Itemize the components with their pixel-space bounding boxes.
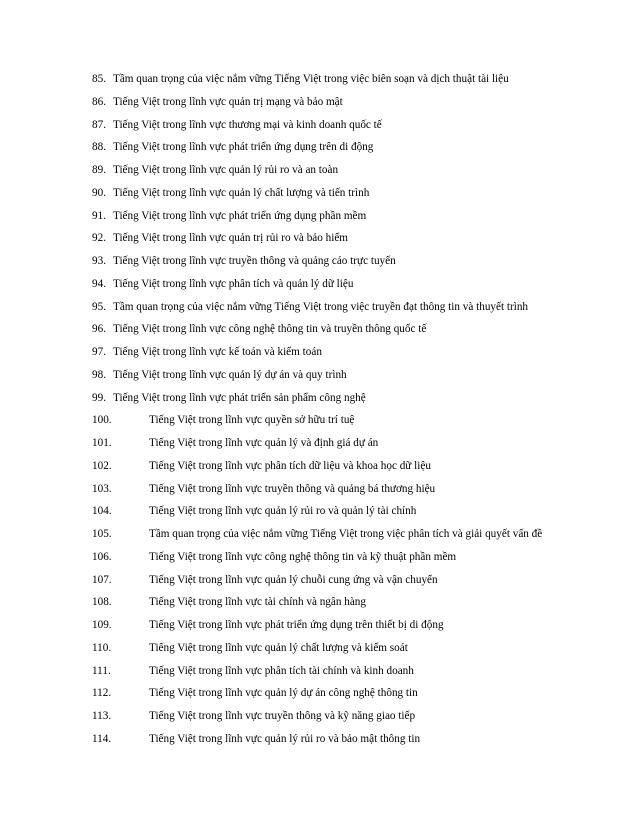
list-item [0,231,638,254]
item-text: Tiếng Việt trong lĩnh vực quản lý và định giá dự án [149,437,379,449]
item-number: 87. [92,118,106,131]
list-item [0,550,638,573]
item-text: Tiếng Việt trong lĩnh vực quản trị mạng và bảo mật [113,95,343,108]
item-text: Tiếng Việt trong lĩnh vực quản trị rủi ro và bảo hiểm [113,232,349,245]
item-text: Tiếng Việt trong lĩnh vực truyền thông và quảng bá thương hiệu [149,482,436,495]
item-text: Tiếng Việt trong lĩnh vực quản lý chất lượng và tiến trình [113,186,370,199]
item-number: 86. [92,95,106,108]
list-item [0,277,638,300]
item-text: Tiếng Việt trong lĩnh vực truyền thông và kỹ năng giao tiếp [149,710,416,722]
item-text: Tiếng Việt trong lĩnh vực tài chính và ngân hàng [149,596,366,609]
item-text: Tiếng Việt trong lĩnh vực quyền sở hữu trí tuệ [149,414,355,427]
list-item [0,368,638,391]
item-text: Tiếng Việt trong lĩnh vực truyền thông và quảng cáo trực tuyến [113,255,396,267]
item-text: Tiếng Việt trong lĩnh vực phát triển sản phẩm công nghệ [113,391,366,404]
item-number: 89. [92,164,106,176]
item-text: Tiếng Việt trong lĩnh vực phát triển ứng dụng trên thiết bị di động [149,619,444,631]
list-item [0,686,638,709]
item-text: Tiếng Việt trong lĩnh vực phân tích dữ liệu và khoa học dữ liệu [149,459,431,472]
item-text: Tiếng Việt trong lĩnh vực quản lý chất lượng và kiểm soát [149,641,408,654]
item-number: 104. [92,505,112,518]
item-number: 110. [92,641,112,654]
list-item [0,209,638,232]
item-number: 96. [92,323,106,336]
item-text: Tiếng Việt trong lĩnh vực quản lý rủi ro và an toàn [113,164,339,176]
item-text: Tầm quan trọng của việc nắm vững Tiếng Việt trong việc biên soạn và dịch thuật tài liệu [113,73,509,85]
item-text: Tiếng Việt trong lĩnh vực phân tích và quản lý dữ liệu [113,277,354,290]
item-number: 94. [92,277,106,290]
list-item [0,391,638,414]
list-item [0,436,638,459]
item-number: 111. [92,664,111,677]
item-text: Tiếng Việt trong lĩnh vực quản lý dự án và quy trình [113,368,347,381]
list-item [0,482,638,505]
item-number: 105. [92,528,112,540]
list-item [0,95,638,118]
list-item [0,413,638,436]
item-text: Tiếng Việt trong lĩnh vực công nghệ thông tin và kỹ thuật phần mềm [149,550,457,563]
item-text: Tầm quan trọng của việc nắm vững Tiếng Việt trong việc phân tích và giải quyết vấn đề [149,528,543,540]
item-number: 98. [92,368,106,381]
item-text: Tiếng Việt trong lĩnh vực phát triển ứng dụng trên di động [113,141,374,154]
item-text: Tầm quan trọng của việc nắm vững Tiếng Việt trong việc truyền đạt thông tin và thuyết trình [113,300,529,313]
list-item [0,732,638,755]
item-number: 91. [92,209,106,222]
item-number: 107. [92,573,112,586]
item-number: 90. [92,186,106,199]
list-item [0,300,638,323]
item-number: 88. [92,141,106,154]
list-item [0,345,638,368]
item-text: Tiếng Việt trong lĩnh vực phát triển ứng dụng phần mềm [113,209,367,222]
item-number: 101. [92,437,112,449]
list-item [0,72,638,95]
topic-list [0,72,638,755]
item-text: Tiếng Việt trong lĩnh vực công nghệ thông tin và truyền thông quốc tế [113,323,427,336]
list-item [0,595,638,618]
list-item [0,163,638,186]
list-item [0,527,638,550]
item-number: 103. [92,482,112,495]
item-number: 99. [92,391,106,404]
item-number: 97. [92,346,106,358]
item-text: Tiếng Việt trong lĩnh vực quản lý rủi ro và quản lý tài chính [149,505,417,518]
item-number: 114. [92,732,112,745]
item-number: 106. [92,550,112,563]
list-item [0,459,638,482]
list-item [0,140,638,163]
item-number: 113. [92,710,112,722]
item-number: 100. [92,414,112,427]
item-text: Tiếng Việt trong lĩnh vực kế toán và kiểm toán [113,346,322,358]
list-item [0,322,638,345]
item-number: 109. [92,619,112,631]
item-number: 108. [92,596,112,609]
list-item [0,664,638,687]
list-item [0,118,638,141]
item-text: Tiếng Việt trong lĩnh vực quản lý chuỗi cung ứng và vận chuyển [149,573,438,586]
list-item [0,573,638,596]
item-number: 112. [92,687,112,700]
item-text: Tiếng Việt trong lĩnh vực thương mại và kinh doanh quốc tế [113,118,382,131]
list-item [0,709,638,732]
list-item [0,641,638,664]
item-number: 85. [92,73,106,85]
item-number: 95. [92,300,106,313]
item-text: Tiếng Việt trong lĩnh vực phân tích tài chính và kinh doanh [149,664,414,677]
item-number: 102. [92,459,112,472]
item-text: Tiếng Việt trong lĩnh vực quản lý dự án công nghệ thông tin [149,687,418,700]
list-item [0,254,638,277]
list-item [0,618,638,641]
item-number: 92. [92,232,106,245]
item-number: 93. [92,255,106,267]
list-item [0,504,638,527]
list-item [0,186,638,209]
item-text: Tiếng Việt trong lĩnh vực quản lý rủi ro và bảo mật thông tin [149,732,421,745]
